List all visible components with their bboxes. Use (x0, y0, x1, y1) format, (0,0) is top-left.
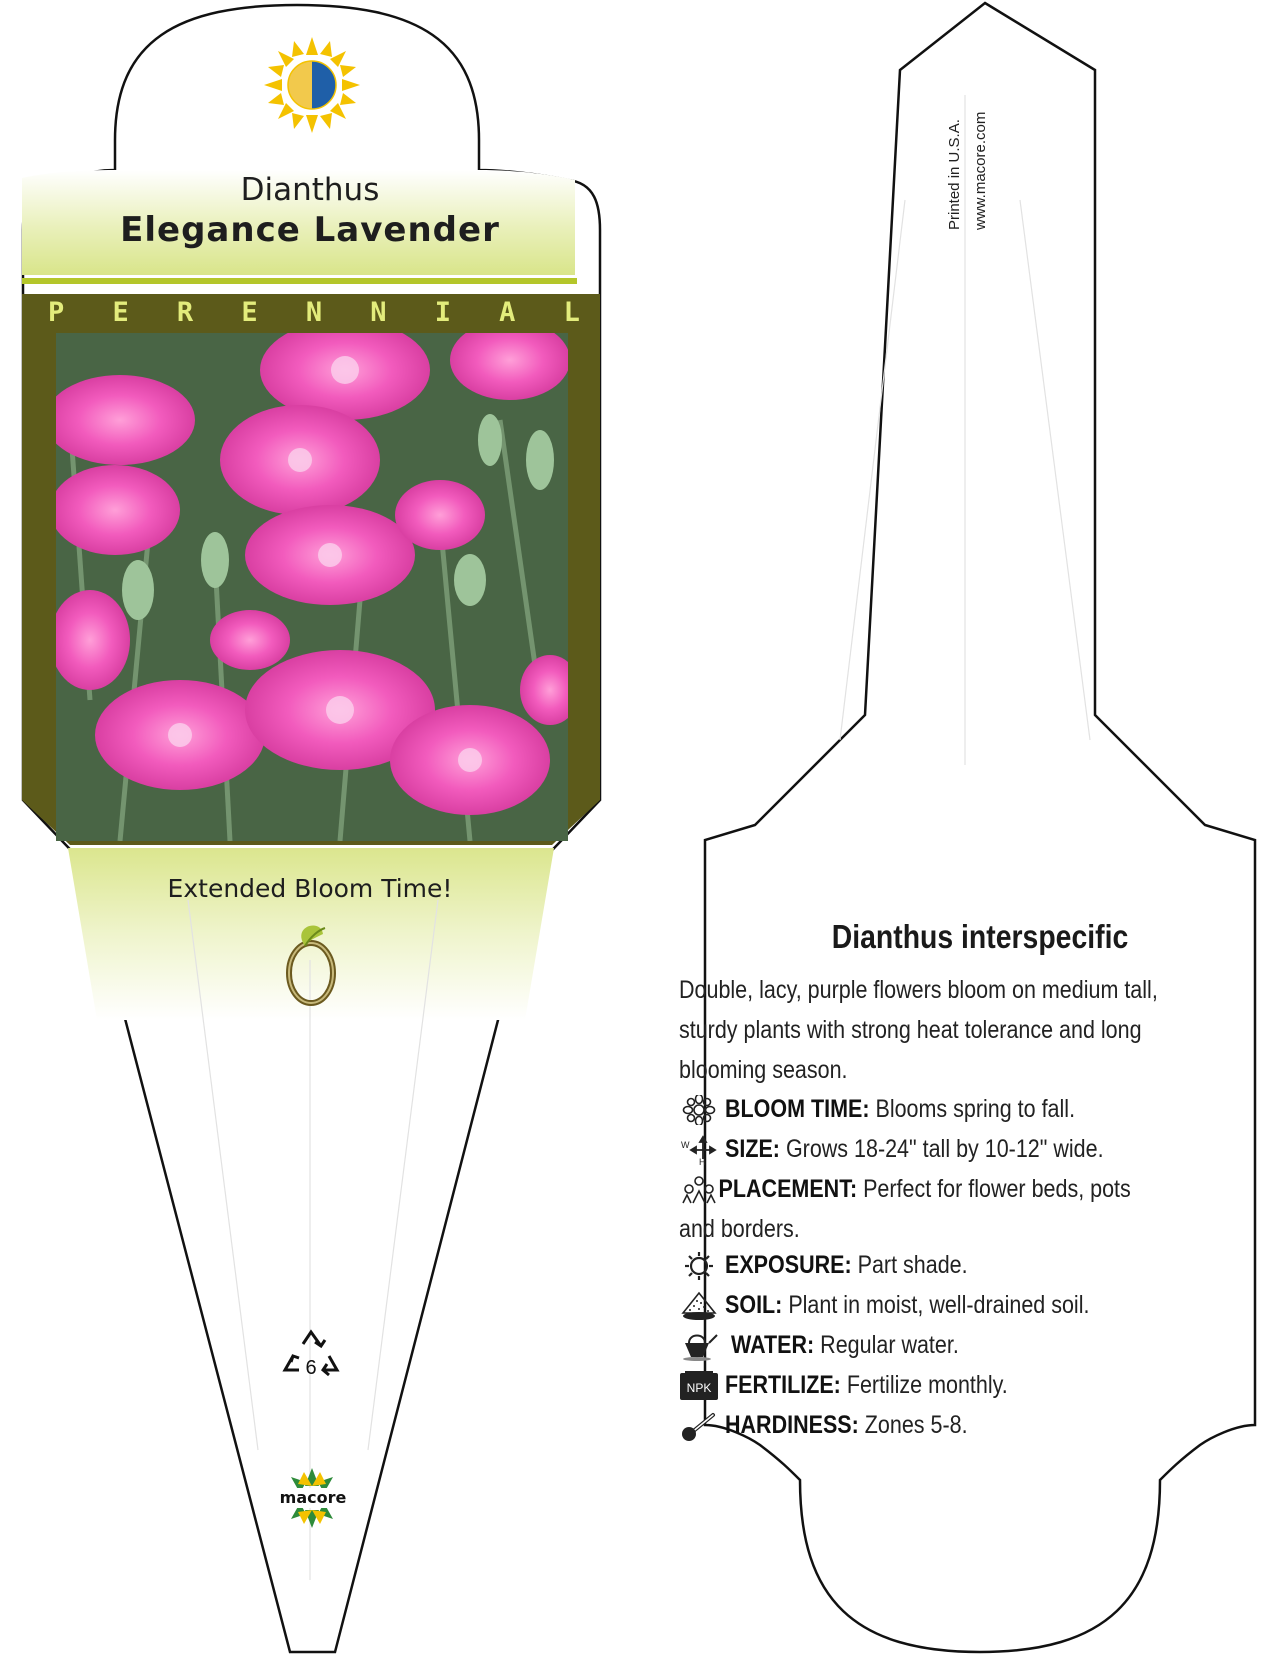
category-letter: N (370, 297, 387, 328)
recycle-code: 6 (305, 1357, 317, 1379)
thermometer-icon (679, 1411, 719, 1441)
plant-photo (45, 320, 580, 841)
care-label: WATER: (731, 1331, 815, 1359)
category-letter: E (112, 297, 129, 328)
care-label: HARDINESS: (725, 1411, 859, 1439)
care-text: Plant in moist, well-drained soil. (788, 1291, 1090, 1319)
care-text: Grows 18-24" tall by 10-12" wide. (785, 1135, 1104, 1163)
category-letter: A (499, 297, 516, 328)
svg-text:W: W (681, 1140, 690, 1150)
category-letter: R (176, 297, 194, 328)
category-label (48, 297, 580, 328)
sun-shade-icon (264, 37, 360, 133)
watering-can-icon (679, 1331, 719, 1361)
plant-genus: Dianthus (240, 172, 380, 208)
brand-name: macore (279, 1488, 347, 1507)
category-letter: P (48, 297, 65, 328)
printed-in-label: Printed in U.S.A. (946, 119, 963, 230)
care-label: SIZE: (725, 1135, 780, 1163)
care-label: BLOOM TIME: (725, 1095, 870, 1123)
care-label: FERTILIZE: (725, 1371, 841, 1399)
care-text: Perfect for flower beds, pots and borders. (679, 1175, 1131, 1243)
plant-description: Double, lacy, purple flowers bloom on medium tall, sturdy plants with strong heat tolerance and long blooming season. (679, 976, 1158, 1084)
sun-icon (679, 1251, 719, 1281)
soil-icon (679, 1291, 719, 1321)
care-label: PLACEMENT: (718, 1175, 858, 1203)
care-label: SOIL: (725, 1291, 783, 1319)
care-text: Fertilize monthly. (846, 1371, 1008, 1399)
care-text: Regular water. (820, 1331, 959, 1359)
size-arrows-icon (679, 1135, 719, 1165)
category-letter: I (434, 297, 451, 328)
svg-text:H: H (699, 1157, 706, 1165)
botanical-name: Dianthus interspecific (831, 918, 1129, 955)
plant-variety: Elegance Lavender (120, 210, 500, 250)
category-letter: N (305, 297, 323, 328)
category-letter: L (563, 297, 580, 328)
npk-badge: NPK (686, 1381, 712, 1395)
tagline: Extended Bloom Time! (167, 874, 453, 903)
category-letter: E (241, 297, 258, 328)
title-rule (22, 278, 577, 284)
care-text: Zones 5-8. (864, 1411, 968, 1439)
care-label: EXPOSURE: (725, 1251, 852, 1279)
npk-icon (679, 1371, 719, 1401)
care-text: Part shade. (857, 1251, 968, 1279)
care-text: Blooms spring to fall. (875, 1095, 1076, 1123)
flower-icon (679, 1095, 719, 1125)
website-label: www.macore.com (972, 111, 989, 230)
